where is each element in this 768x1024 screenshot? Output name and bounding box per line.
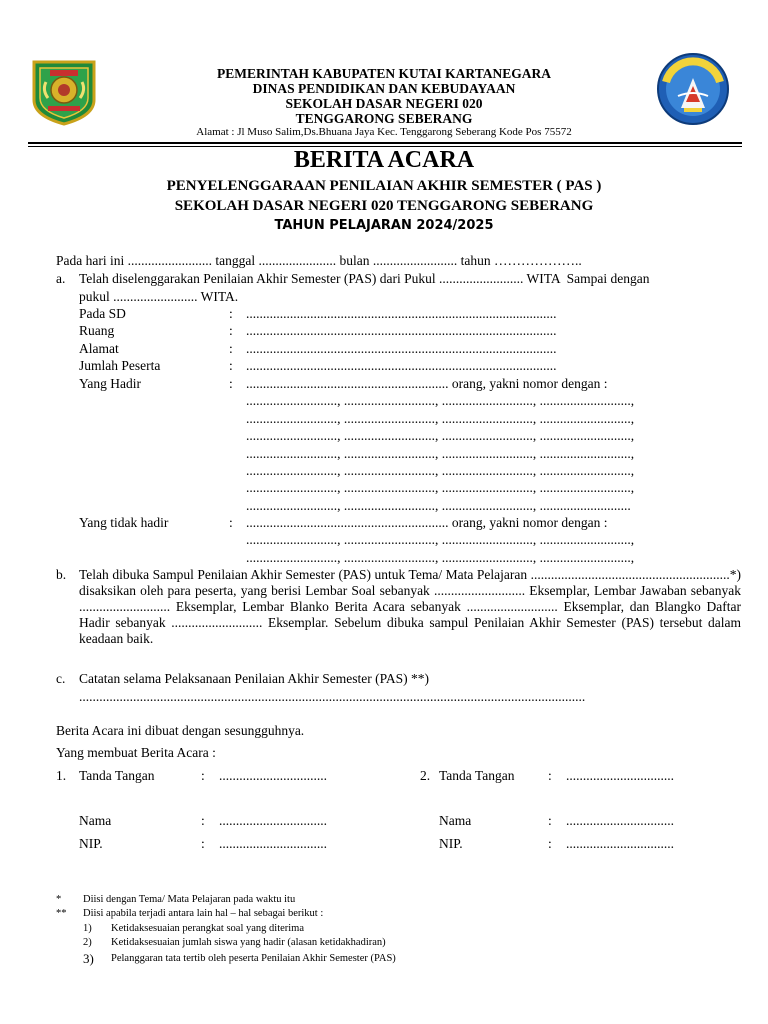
signature-1-ttd-colon: : bbox=[201, 768, 205, 783]
signature-1-nip-label: NIP. bbox=[79, 836, 103, 851]
field-value-pada-sd: ............................................................................................ bbox=[246, 306, 557, 321]
footnote-item-number: 2) bbox=[83, 937, 92, 948]
hadir-row: ..........................., ..........................., ..........................., ........................... bbox=[246, 498, 631, 513]
signature-1-nip-colon: : bbox=[201, 836, 205, 851]
section-a-line-2: pukul ......................... WITA. bbox=[79, 289, 239, 304]
field-colon: : bbox=[229, 341, 233, 356]
header-line-2: DINAS PENDIDIKAN DAN KEBUDAYAAN bbox=[252, 81, 516, 96]
signature-1-number: 1. bbox=[56, 768, 67, 783]
signature-2-nip-label: NIP. bbox=[439, 836, 463, 851]
header-line-3: SEKOLAH DASAR NEGERI 020 bbox=[285, 96, 483, 111]
section-c-marker: c. bbox=[56, 671, 66, 686]
field-colon: : bbox=[229, 358, 233, 373]
signature-2-number: 2. bbox=[420, 768, 431, 783]
section-c-text: Catatan selama Pelaksanaan Penilaian Akhir Semester (PAS) **) bbox=[79, 671, 430, 686]
footnote-item-number: 1) bbox=[83, 923, 92, 934]
field-label-alamat: Alamat bbox=[79, 341, 119, 356]
tidak-hadir-row: ..........................., ..........................., ..........................., ..........................., bbox=[246, 532, 635, 547]
document-subtitle-3: TAHUN PELAJARAN 2024/2025 bbox=[274, 218, 494, 233]
field-label-pada-sd: Pada SD bbox=[79, 306, 126, 321]
field-colon: : bbox=[229, 376, 233, 391]
closing-maker: Yang membuat Berita Acara : bbox=[56, 745, 216, 760]
signature-2-nip-dots: ................................ bbox=[566, 836, 674, 851]
closing-statement: Berita Acara ini dibuat dengan sesungguhnya. bbox=[56, 723, 305, 738]
field-label-yang-hadir: Yang Hadir bbox=[79, 376, 142, 391]
field-label-jumlah-peserta: Jumlah Peserta bbox=[79, 358, 161, 373]
field-value-yang-hadir: ............................................................ orang, yakni nomor dengan : bbox=[246, 376, 608, 391]
section-a-marker: a. bbox=[56, 271, 66, 286]
header-line-1: PEMERINTAH KABUPATEN KUTAI KARTANEGARA bbox=[217, 66, 551, 81]
signature-2-ttd-label: Tanda Tangan bbox=[439, 768, 515, 783]
section-a-line-1: Telah diselenggarakan Penilaian Akhir Semester (PAS) dari Pukul ......................... WITA Sampai dengan bbox=[79, 271, 650, 286]
signature-2-nama-dots: ................................ bbox=[566, 813, 674, 828]
section-b-text: Telah dibuka Sampul Penilaian Akhir Semester (PAS) untuk Tema/ Mata Pelajaran ...........................................................*) disaksikan oleh para peserta, yang berisi Lembar Soal sebanyak ........................... Eksemplar, Lembar Jawaban sebanyak ........................... Eksemplar, Lembar Blanko Berita Acara sebanyak ........................... Eksemplar, dan Blangko Daftar Hadir sebanyak ........................... Eksemplar. Sebelum dibuka sampul Penilaian Akhir Semester (PAS) tersebut dalam keadaan baik. bbox=[79, 567, 741, 646]
header-line-4: TENGGARONG SEBERANG bbox=[295, 111, 473, 126]
section-b-marker: b. bbox=[56, 567, 67, 582]
signature-2-ttd-colon: : bbox=[548, 768, 552, 783]
hadir-row: ..........................., ..........................., ..........................., ..........................., bbox=[246, 393, 635, 408]
signature-1-nama-colon: : bbox=[201, 813, 205, 828]
field-label-ruang: Ruang bbox=[79, 323, 115, 338]
footnote-star-text: Diisi dengan Tema/ Mata Pelajaran pada waktu itu bbox=[83, 894, 296, 905]
document-subtitle-2: SEKOLAH DASAR NEGERI 020 TENGGARONG SEBERANG bbox=[174, 198, 594, 214]
signature-2-nama-colon: : bbox=[548, 813, 552, 828]
signature-1-nama-dots: ................................ bbox=[219, 813, 327, 828]
signature-2-ttd-dots: ................................ bbox=[566, 768, 674, 783]
hadir-row: ..........................., ..........................., ..........................., ..........................., bbox=[246, 411, 635, 426]
intro-line: Pada hari ini ......................... tanggal ....................... bulan ......................... tahun ……………….. bbox=[56, 253, 582, 268]
signature-1-nama-label: Nama bbox=[79, 813, 112, 828]
document-title: BERITA ACARA bbox=[293, 147, 475, 173]
footnote-double-star-marker: ** bbox=[56, 908, 67, 919]
field-value-tidak-hadir: ............................................................ orang, yakni nomor dengan : bbox=[246, 515, 608, 530]
tidak-hadir-row: ..........................., ..........................., ..........................., ..........................., bbox=[246, 550, 635, 565]
footnote-star-marker: * bbox=[56, 894, 62, 905]
field-colon: : bbox=[229, 323, 233, 338]
hadir-row: ..........................., ..........................., ..........................., ..........................., bbox=[246, 480, 635, 495]
field-value-alamat: ............................................................................................ bbox=[246, 341, 557, 356]
hadir-row: ..........................., ..........................., ..........................., ..........................., bbox=[246, 428, 635, 443]
field-colon: : bbox=[229, 306, 233, 321]
signature-1-ttd-label: Tanda Tangan bbox=[79, 768, 155, 783]
footnote-double-star-text: Diisi apabila terjadi antara lain hal – hal sebagai berikut : bbox=[83, 908, 324, 919]
field-colon: : bbox=[229, 515, 233, 530]
footnote-item-number: 3) bbox=[83, 951, 94, 966]
signature-2-nip-colon: : bbox=[548, 836, 552, 851]
hadir-row: ..........................., ..........................., ..........................., ..........................., bbox=[246, 463, 635, 478]
field-value-jumlah-peserta: ............................................................................................ bbox=[246, 358, 557, 373]
field-value-ruang: ............................................................................................ bbox=[246, 323, 557, 338]
footnote-item-text: Ketidaksesuaian perangkat soal yang diterima bbox=[111, 923, 305, 934]
document-subtitle-1: PENYELENGGARAAN PENILAIAN AKHIR SEMESTER ( PAS ) bbox=[166, 178, 602, 194]
section-c-dots: ...................................................................................................................................................... bbox=[79, 689, 586, 704]
hadir-row: ..........................., ..........................., ..........................., ..........................., bbox=[246, 446, 635, 461]
footnote-item-text: Pelanggaran tata tertib oleh peserta Penilaian Akhir Semester (PAS) bbox=[111, 953, 396, 964]
signature-2-nama-label: Nama bbox=[439, 813, 472, 828]
header-address: Alamat : Jl Muso Salim,Ds.Bhuana Jaya Kec. Tenggarong Seberang Kode Pos 75572 bbox=[196, 126, 572, 138]
signature-1-nip-dots: ................................ bbox=[219, 836, 327, 851]
header-divider-thick bbox=[28, 142, 742, 144]
footnote-item-text: Ketidaksesuaian jumlah siswa yang hadir (alasan ketidakhadiran) bbox=[111, 937, 386, 948]
field-label-tidak-hadir: Yang tidak hadir bbox=[79, 515, 169, 530]
signature-1-ttd-dots: ................................ bbox=[219, 768, 327, 783]
